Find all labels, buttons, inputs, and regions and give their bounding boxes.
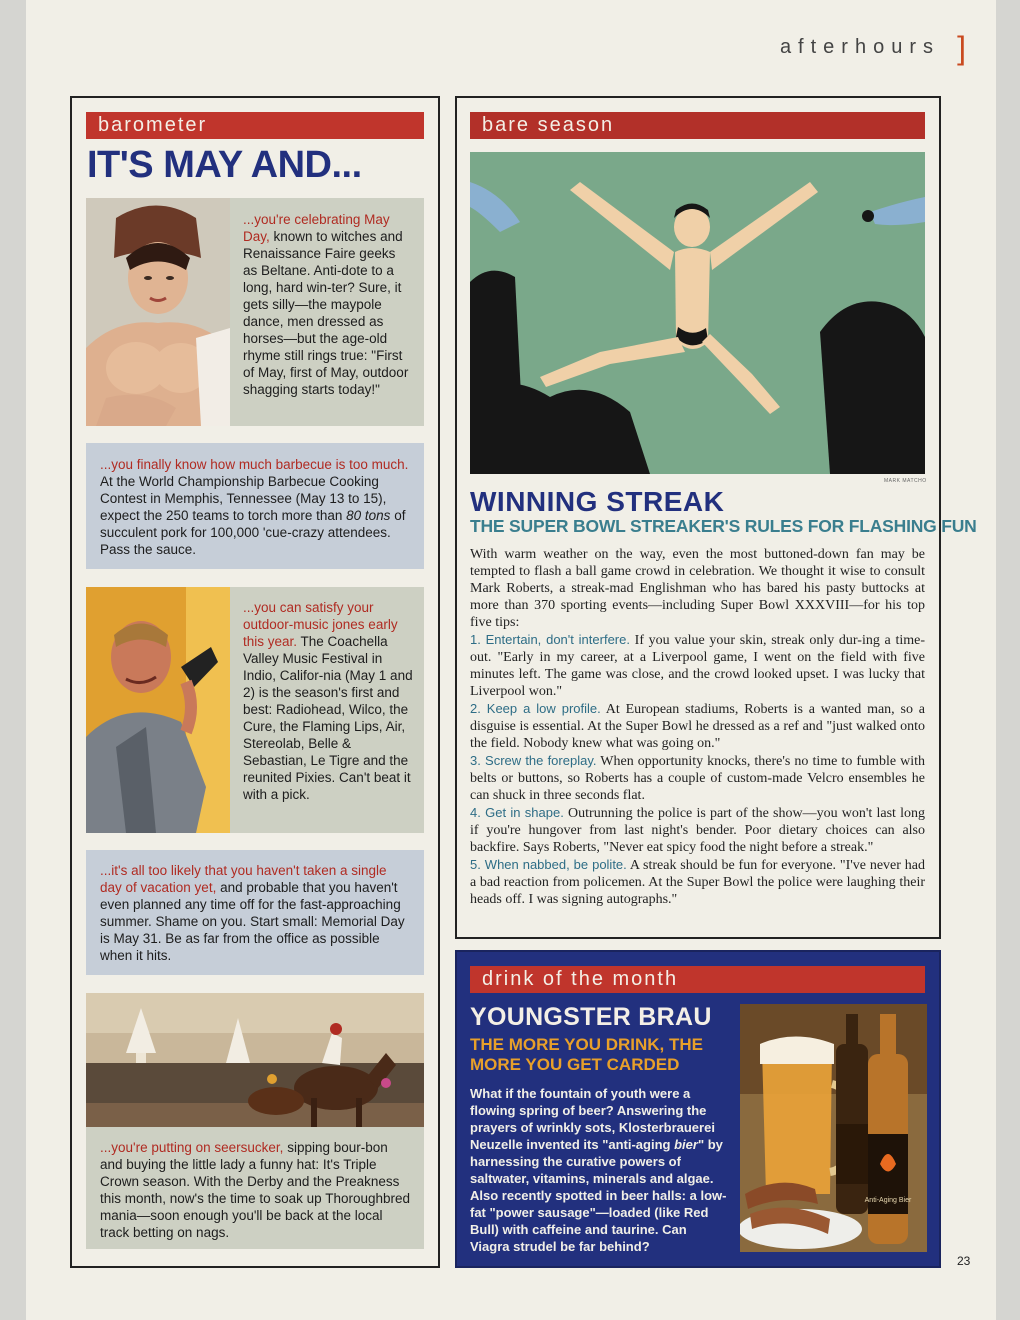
tip-1-text: If you value your skin, streak only dur-ing a time-out. "Early in my career, at a Liverpool game, I went on the field with five minutes left. The game was close, and the crowd looked upset. I was lucky that Liverpool won."	[470, 633, 925, 699]
barometer-item-4-body: and probable that you haven't even planned any time off for the fast-approaching summer. Shame on you. Start small: Memorial Day is May 31. Be as far from the office as possible when it hits.	[100, 880, 405, 963]
brau-body-em: bier	[674, 1137, 698, 1152]
barometer-item-4-lead: ...it's all too likely that you haven't taken a single day of vacation yet,	[100, 863, 387, 895]
barometer-item-1-lead: ...you're celebrating May Day,	[243, 212, 390, 244]
barometer-item-1-text	[243, 211, 413, 398]
barometer-banner: barometer	[86, 112, 424, 139]
barometer-item-3-text	[243, 599, 413, 803]
streak-intro: With warm weather on the way, even the most buttoned-down fan may be tempted to flash a ball game crowd in celebration. We thought it wise to consult Mark Roberts, a streak-mad Englishman who has bared his pasty buttocks at more than 370 sporting events—including Super Bowl XXXVIII—for his top five tips:	[470, 547, 925, 630]
barometer-item-2-body: At the World Championship Barbecue Cooking Contest in Memphis, Tennessee (May 13 to 15), expect the 250 teams to torch more than	[100, 474, 387, 523]
tip-3-head: 3. Screw the foreplay.	[470, 753, 597, 768]
barometer-item-3-lead: ...you can satisfy your outdoor-music jones early this year.	[243, 600, 398, 649]
section-tag: afterhours	[779, 36, 940, 58]
brau-body-1: What if the fountain of youth were a flowing spring of beer? Answering the prayers of wrinkly sots, Klosterbrauerei Neuzelle invented its "anti-aging	[470, 1086, 715, 1152]
tip-4-head: 4. Get in shape.	[470, 805, 564, 820]
barometer-item-1-body: known to witches and Renaissance Faire geeks as Beltane. Anti-dote to a long, hard win-ter? Sure, it gets silly—the maypole dance, men dressed as horses—but the age-old rhyme still rings true: "First of May, first of May, outdoor shagging starts today!"	[243, 229, 409, 397]
may-day-photo	[86, 198, 230, 426]
streak-article	[470, 546, 925, 908]
drink-banner: drink of the month	[470, 966, 925, 993]
tip-4-text: Outrunning the police is part of the show—you won't last long if you're hungover from last night's bender. Poor dietary choices can also backfire. Says Roberts, "Never eat spicy food the night before a streak."	[470, 806, 926, 855]
barometer-item-5-body: sipping bour-bon and buying the little lady a funny hat: It's Triple Crown season. With the Derby and the Preakness this month, now's the time to soak up Thoroughbred mania—soon enough you'll be back at the local track betting on nags.	[100, 1140, 411, 1240]
illustration-credit: MARK MATCHO	[884, 478, 927, 484]
barometer-item-4-text	[100, 862, 412, 964]
kentucky-derby-photo	[86, 993, 424, 1127]
brau-title: YOUNGSTER BRAU	[470, 1003, 712, 1031]
tip-5-head: 5. When nabbed, be polite.	[470, 857, 627, 872]
barometer-headline: IT'S MAY AND...	[87, 144, 362, 186]
tip-2-text: At European stadiums, Roberts is a wanted man, so a disguise is essential. At the Super Bowl he dressed as a ref and "just walked onto the field. Nobody knew what was going on."	[470, 702, 925, 751]
streak-subtitle: THE SUPER BOWL STREAKER'S RULES FOR FLASHING FUN	[470, 516, 977, 536]
bare-season-banner: bare season	[470, 112, 925, 139]
tip-2-head: 2. Keep a low profile.	[470, 701, 601, 716]
bottle-label: Anti-Aging Bier	[864, 1197, 912, 1204]
barometer-item-2-lead: ...you finally know how much barbecue is too much.	[100, 457, 409, 472]
page-number: 23	[957, 1254, 971, 1268]
barometer-item-2-body-2: of succulent pork for 100,000 'cue-crazy attendees. Pass the sauce.	[100, 508, 406, 557]
barometer-item-3-body: The Coachella Valley Music Festival in Indio, Califor-nia (May 1 and 2) is the season's first and best: Radiohead, Wilco, the Cure, the Flaming Lips, Air, Stereolab, Belle & Sebastian, Le Tigre and the reunited Pixies. Can't beat it with a pick.	[243, 634, 413, 802]
barometer-item-5-text	[100, 1139, 412, 1241]
coachella-photo	[86, 587, 230, 833]
tip-5-text: A streak should be fun for everyone. "I've never had a bad reaction from policemen. At the Super Bowl the police were laughing their heads off. I was signing autographs."	[470, 858, 925, 907]
tip-3-text: When opportunity knocks, there's no time to fumble with belts or buttons, so Roberts has a couple of custom-made Velcro ensembles he can shuck in three seconds flat.	[470, 754, 926, 803]
barometer-item-2-emph: 80 tons	[346, 508, 391, 523]
tip-1-head: 1. Entertain, don't interfere.	[470, 632, 630, 647]
streaker-illustration	[470, 152, 925, 474]
brau-subtitle: THE MORE YOU DRINK, THE MORE YOU GET CARDED	[470, 1035, 703, 1074]
section-bracket: ]	[957, 30, 966, 66]
brau-body-2: " by harnessing the curative powers of saltwater, vitamins, minerals and algae. Also recently spotted in beer halls: a low-fat "power sausage"—loaded (like Red Bull) with caffeine and taurine. Can Viagra strudel be far behind?	[470, 1137, 727, 1254]
barometer-item-5-lead: ...you're putting on seersucker,	[100, 1140, 284, 1155]
brau-body	[470, 1085, 728, 1255]
streak-title: WINNING STREAK	[470, 486, 725, 517]
barometer-item-2-text	[100, 456, 412, 558]
beer-photo	[740, 1004, 927, 1252]
